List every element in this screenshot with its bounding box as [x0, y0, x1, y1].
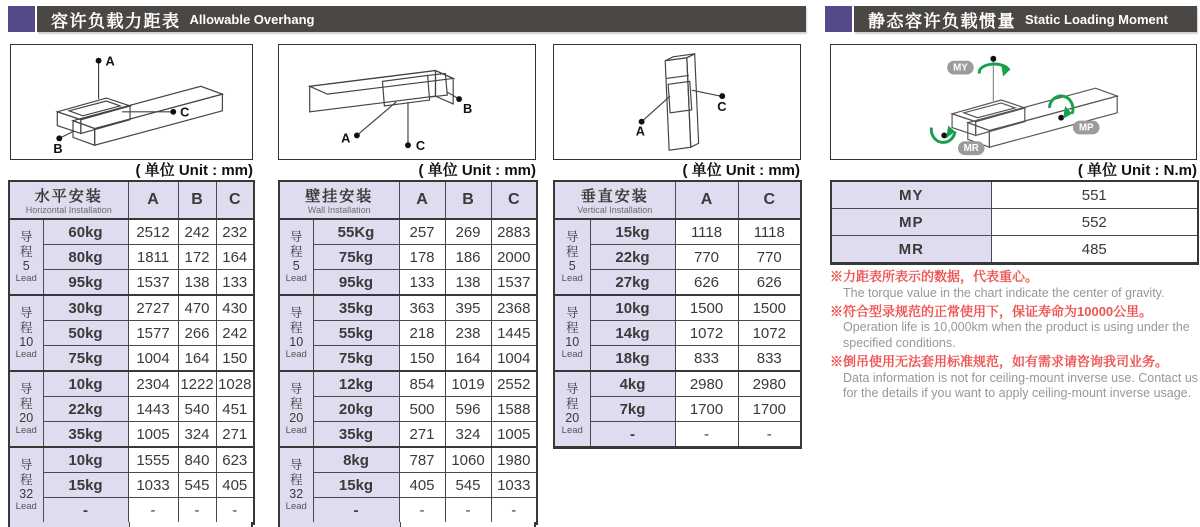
load-cell: 55kg — [313, 321, 399, 346]
lead-label-zh: 导 程 32 — [289, 458, 304, 501]
value-cell: 770 — [738, 245, 801, 270]
value-cell: 2883 — [491, 219, 537, 245]
table-row — [279, 219, 537, 245]
value-cell: 854 — [399, 371, 445, 397]
table-header-row — [554, 181, 801, 219]
column-header: A — [128, 181, 178, 219]
value-cell: 1033 — [128, 473, 178, 498]
section-header-overhang — [8, 6, 806, 32]
table-row — [279, 321, 537, 346]
table-row — [554, 321, 801, 346]
point-b-label: B — [53, 141, 63, 157]
installation-table — [278, 180, 538, 525]
value-cell: 1005 — [128, 422, 178, 448]
value-cell: 164 — [178, 346, 216, 372]
footnote-zh: ※符合型录规范的正常使用下，保证寿命为10000公里。 — [830, 303, 1153, 319]
load-cell: 10kg — [590, 295, 675, 321]
moment-value-cell: 485 — [991, 236, 1198, 264]
value-cell: 271 — [399, 422, 445, 448]
table-title-zh: 垂直安装 — [580, 188, 649, 205]
mp-badge-label: MP — [1078, 122, 1094, 134]
footnote-en: The torque value in the chart indicate the center of gravity. — [843, 285, 1165, 300]
value-cell: 1700 — [738, 397, 801, 422]
value-cell: 324 — [178, 422, 216, 448]
lead-cell — [554, 219, 590, 295]
table-row — [9, 397, 254, 422]
value-cell: 1072 — [675, 321, 738, 346]
value-cell: 1019 — [445, 371, 491, 397]
point-c-label: C — [415, 138, 426, 154]
value-cell: 172 — [178, 245, 216, 270]
value-cell: 470 — [178, 295, 216, 321]
table-title-cell — [279, 181, 399, 219]
actuator-moments-icon — [831, 45, 1196, 159]
actuator-side-icon — [279, 45, 535, 159]
value-cell: 266 — [178, 321, 216, 346]
footnote-en: Operation life is 10,000km when the product is using under the specified conditions. — [843, 320, 1190, 351]
footnote-zh: ※力距表所表示的数据，代表重心。 — [830, 269, 1039, 284]
lead-cell — [279, 219, 313, 295]
static-moment-table — [830, 180, 1197, 265]
table-row — [9, 498, 254, 524]
value-cell: 242 — [178, 219, 216, 245]
lead-label-zh: 导 程 20 — [565, 382, 580, 425]
value-cell: 269 — [445, 219, 491, 245]
value-cell: - — [216, 498, 254, 524]
value-cell: 257 — [399, 219, 445, 245]
unit-label-nm: ( 单位 Unit : N.m) — [1077, 162, 1197, 179]
value-cell: 271 — [216, 422, 254, 448]
point-c-label: C — [717, 98, 727, 114]
footnote-zh: ※倒吊使用无法套用标准规范，如有需求请咨询我司业务。 — [830, 353, 1169, 369]
table-title-cell — [9, 181, 128, 219]
moment-label-cell: MY — [831, 181, 991, 209]
wall-installation-diagram — [278, 44, 536, 160]
load-cell: 27kg — [590, 270, 675, 296]
table-row — [9, 447, 254, 473]
load-cell: 10kg — [43, 447, 128, 473]
table-row — [554, 346, 801, 372]
lead-label-zh: 导 程 5 — [289, 230, 303, 273]
load-cell: 35kg — [313, 295, 399, 321]
moment-value-cell: 552 — [991, 209, 1198, 236]
load-cell: 15kg — [313, 473, 399, 498]
value-cell: 787 — [399, 447, 445, 473]
column-header: A — [399, 181, 445, 219]
load-cell: - — [43, 498, 128, 524]
column-header: A — [675, 181, 738, 219]
column-header: C — [491, 181, 537, 219]
lead-label-zh: 导 程 5 — [565, 230, 579, 273]
value-cell: 405 — [216, 473, 254, 498]
load-cell: 75kg — [43, 346, 128, 372]
footnote — [830, 269, 1199, 302]
value-cell: 2980 — [675, 371, 738, 397]
load-cell: 60kg — [43, 219, 128, 245]
moment-label-cell: MP — [831, 209, 991, 236]
table-title-cell — [554, 181, 675, 219]
horizontal-installation-table — [8, 180, 253, 525]
value-cell: 833 — [738, 346, 801, 372]
value-cell: 1537 — [491, 270, 537, 296]
value-cell: 150 — [216, 346, 254, 372]
load-cell: 4kg — [590, 371, 675, 397]
value-cell: 133 — [216, 270, 254, 296]
value-cell: 1537 — [128, 270, 178, 296]
table-row — [9, 473, 254, 498]
moment-row — [831, 181, 1198, 209]
load-cell: - — [313, 498, 399, 524]
unit-label-mm: ( 单位 Unit : mm) — [418, 162, 536, 179]
load-cell: 35kg — [43, 422, 128, 448]
value-cell: 1005 — [491, 422, 537, 448]
load-cell: 15kg — [590, 219, 675, 245]
footnotes — [830, 267, 1199, 402]
section-title-en: Static Loading Moment — [1025, 11, 1168, 27]
table-row — [279, 397, 537, 422]
lead-label-zh: 导 程 20 — [289, 382, 304, 425]
lead-label-en: Lead — [15, 349, 37, 361]
value-cell: 430 — [216, 295, 254, 321]
next-table-cutoff — [8, 522, 253, 527]
value-cell: 2000 — [491, 245, 537, 270]
moment-table — [830, 180, 1199, 265]
table-row — [279, 498, 537, 524]
next-table-cutoff — [278, 522, 536, 527]
unit-label-mm: ( 单位 Unit : mm) — [682, 162, 800, 179]
value-cell: 451 — [216, 397, 254, 422]
load-cell: 95kg — [313, 270, 399, 296]
load-cell: 75kg — [313, 245, 399, 270]
table-header-row — [279, 181, 537, 219]
lead-label-zh: 导 程 32 — [19, 458, 34, 501]
value-cell: - — [399, 498, 445, 524]
table-row — [279, 346, 537, 372]
table-row — [9, 321, 254, 346]
load-cell: 22kg — [590, 245, 675, 270]
load-cell: 18kg — [590, 346, 675, 372]
point-a-label: A — [635, 123, 645, 139]
lead-cell — [554, 371, 590, 448]
loading-moment-diagram — [830, 44, 1197, 160]
accent-square-icon — [825, 6, 852, 32]
value-cell: 1577 — [128, 321, 178, 346]
point-a-label: A — [105, 53, 115, 69]
column-header: B — [178, 181, 216, 219]
load-cell: - — [590, 422, 675, 448]
section-title-bar — [854, 6, 1197, 32]
column-header: B — [445, 181, 491, 219]
lead-label-zh: 导 程 5 — [19, 230, 33, 273]
footnote — [830, 304, 1199, 352]
load-cell: 15kg — [43, 473, 128, 498]
table-row — [554, 371, 801, 397]
value-cell: - — [445, 498, 491, 524]
lead-cell — [554, 295, 590, 371]
moment-value-cell: 551 — [991, 181, 1198, 209]
value-cell: 596 — [445, 397, 491, 422]
table-row — [554, 397, 801, 422]
table-row — [9, 245, 254, 270]
table-row — [9, 219, 254, 245]
section-header-moment — [825, 6, 1197, 32]
moment-row — [831, 209, 1198, 236]
point-b-label: B — [463, 100, 473, 116]
table-row — [279, 447, 537, 473]
value-cell: 1118 — [738, 219, 801, 245]
load-cell: 20kg — [313, 397, 399, 422]
table-row — [9, 422, 254, 448]
value-cell: 405 — [399, 473, 445, 498]
installation-table — [8, 180, 255, 525]
value-cell: - — [178, 498, 216, 524]
table-row — [554, 270, 801, 296]
table-title-zh: 壁挂安装 — [305, 188, 374, 205]
lead-label-en: Lead — [285, 501, 307, 513]
my-badge-label: MY — [953, 62, 968, 74]
value-cell: 626 — [675, 270, 738, 296]
value-cell: 626 — [738, 270, 801, 296]
value-cell: 1072 — [738, 321, 801, 346]
table-row — [554, 422, 801, 448]
load-cell: 8kg — [313, 447, 399, 473]
table-row — [279, 270, 537, 296]
table-title-en: Wall Installation — [307, 205, 371, 215]
load-cell: 30kg — [43, 295, 128, 321]
lead-label-zh: 导 程 10 — [19, 306, 34, 349]
load-cell: 50kg — [43, 321, 128, 346]
value-cell: 218 — [399, 321, 445, 346]
column-header: C — [738, 181, 801, 219]
lead-cell — [9, 447, 43, 524]
horizontal-installation-diagram — [10, 44, 253, 160]
table-title-en: Vertical Installation — [577, 205, 653, 215]
footnote-en: Data information is not for ceiling-mount inverse use. Contact us for the details if you want to apply ceiling-mount inverse usage. — [843, 370, 1199, 401]
load-cell: 12kg — [313, 371, 399, 397]
table-row — [9, 295, 254, 321]
lead-cell — [279, 447, 313, 524]
value-cell: 770 — [675, 245, 738, 270]
value-cell: - — [675, 422, 738, 448]
value-cell: 2512 — [128, 219, 178, 245]
actuator-isometric-icon — [11, 45, 252, 159]
moment-label-cell: MR — [831, 236, 991, 264]
lead-cell — [9, 219, 43, 295]
value-cell: 1700 — [675, 397, 738, 422]
lead-label-en: Lead — [15, 273, 37, 285]
value-cell: 324 — [445, 422, 491, 448]
vertical-installation-table — [553, 180, 800, 449]
value-cell: 232 — [216, 219, 254, 245]
value-cell: 540 — [178, 397, 216, 422]
value-cell: 1555 — [128, 447, 178, 473]
lead-label-zh: 导 程 10 — [565, 306, 580, 349]
value-cell: 1811 — [128, 245, 178, 270]
value-cell: 1980 — [491, 447, 537, 473]
value-cell: 2980 — [738, 371, 801, 397]
value-cell: 1500 — [675, 295, 738, 321]
table-header-row — [9, 181, 254, 219]
lead-cell — [9, 295, 43, 371]
lead-cell — [9, 371, 43, 447]
section-title-bar — [37, 6, 806, 32]
value-cell: 1445 — [491, 321, 537, 346]
mr-badge-label: MR — [963, 143, 979, 155]
table-row — [9, 346, 254, 372]
value-cell: 238 — [445, 321, 491, 346]
value-cell: 1588 — [491, 397, 537, 422]
value-cell: 150 — [399, 346, 445, 372]
value-cell: 1028 — [216, 371, 254, 397]
table-row — [279, 295, 537, 321]
lead-label-en: Lead — [285, 425, 307, 437]
lead-label-en: Lead — [561, 273, 583, 285]
table-row — [9, 371, 254, 397]
value-cell: 1004 — [491, 346, 537, 372]
value-cell: 133 — [399, 270, 445, 296]
lead-label-en: Lead — [561, 349, 583, 361]
table-row — [279, 422, 537, 448]
column-header: C — [216, 181, 254, 219]
value-cell: 545 — [445, 473, 491, 498]
lead-label-zh: 导 程 10 — [289, 306, 304, 349]
value-cell: 500 — [399, 397, 445, 422]
load-cell: 80kg — [43, 245, 128, 270]
accent-square-icon — [8, 6, 35, 32]
point-a-label: A — [341, 130, 351, 146]
load-cell: 14kg — [590, 321, 675, 346]
value-cell: 1443 — [128, 397, 178, 422]
value-cell: 623 — [216, 447, 254, 473]
table-row — [9, 270, 254, 296]
value-cell: 138 — [178, 270, 216, 296]
load-cell: 7kg — [590, 397, 675, 422]
table-row — [554, 295, 801, 321]
value-cell: 2727 — [128, 295, 178, 321]
value-cell: 1222 — [178, 371, 216, 397]
load-cell: 55Kg — [313, 219, 399, 245]
value-cell: 164 — [216, 245, 254, 270]
table-row — [279, 371, 537, 397]
load-cell: 35kg — [313, 422, 399, 448]
load-cell: 10kg — [43, 371, 128, 397]
lead-label-en: Lead — [285, 349, 307, 361]
value-cell: 1004 — [128, 346, 178, 372]
value-cell: 1033 — [491, 473, 537, 498]
section-title-zh: 容许负载力距表 — [51, 11, 181, 31]
installation-table — [553, 180, 802, 449]
section-title-en: Allowable Overhang — [189, 11, 315, 27]
value-cell: 833 — [675, 346, 738, 372]
value-cell: 138 — [445, 270, 491, 296]
moment-row — [831, 236, 1198, 264]
value-cell: - — [128, 498, 178, 524]
value-cell: 840 — [178, 447, 216, 473]
table-title-en: Horizontal Installation — [25, 205, 112, 215]
section-title-zh: 静态容许负载惯量 — [868, 11, 1016, 31]
value-cell: - — [738, 422, 801, 448]
table-row — [554, 245, 801, 270]
value-cell: 164 — [445, 346, 491, 372]
lead-cell — [279, 295, 313, 371]
value-cell: 363 — [399, 295, 445, 321]
value-cell: 395 — [445, 295, 491, 321]
lead-label-zh: 导 程 20 — [19, 382, 34, 425]
lead-label-en: Lead — [15, 425, 37, 437]
lead-cell — [279, 371, 313, 447]
table-row — [279, 473, 537, 498]
wall-installation-table — [278, 180, 536, 525]
value-cell: 2368 — [491, 295, 537, 321]
footnote — [830, 354, 1199, 402]
lead-label-en: Lead — [15, 501, 37, 513]
value-cell: - — [491, 498, 537, 524]
vertical-installation-diagram — [553, 44, 801, 160]
load-cell: 22kg — [43, 397, 128, 422]
lead-label-en: Lead — [285, 273, 307, 285]
load-cell: 75kg — [313, 346, 399, 372]
load-cell: 95kg — [43, 270, 128, 296]
value-cell: 2552 — [491, 371, 537, 397]
table-title-zh: 水平安装 — [34, 188, 103, 205]
value-cell: 1118 — [675, 219, 738, 245]
table-row — [279, 245, 537, 270]
lead-label-en: Lead — [561, 425, 583, 437]
value-cell: 178 — [399, 245, 445, 270]
value-cell: 1060 — [445, 447, 491, 473]
value-cell: 186 — [445, 245, 491, 270]
table-row — [554, 219, 801, 245]
value-cell: 242 — [216, 321, 254, 346]
actuator-vertical-icon — [554, 45, 800, 159]
value-cell: 2304 — [128, 371, 178, 397]
value-cell: 1500 — [738, 295, 801, 321]
value-cell: 545 — [178, 473, 216, 498]
unit-label-mm: ( 单位 Unit : mm) — [135, 162, 253, 179]
point-c-label: C — [180, 104, 190, 120]
